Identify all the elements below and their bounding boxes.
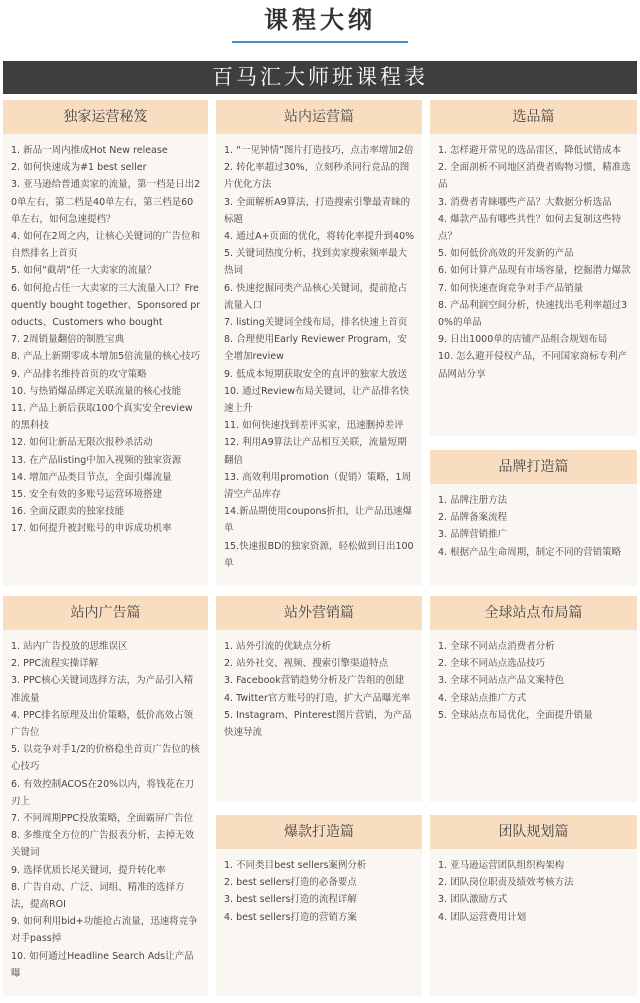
list-item: 6. 如何抢占任一大卖家的三大流量入口？Frequently bought together、Sponsored products、Customers who bought — [11, 282, 201, 329]
list-item: 10. 与热销爆品绑定关联流量的核心技能 — [11, 385, 182, 397]
list-item: 1. 站内广告投放的思维误区 — [11, 641, 128, 652]
list-item: 3. Facebook营销趋势分析及广告组的创建 — [224, 675, 405, 687]
list-item: 2. 如何快速成为#1 best seller — [11, 162, 147, 174]
list-item: 1. “一见钟情”图片打造技巧，点击率增加2倍 — [224, 145, 414, 156]
section-list — [216, 134, 422, 572]
list-item: 5. 关键词热度分析，找到卖家搜索频率最大热词 — [224, 248, 408, 277]
list-item: 8. 广告自动、广泛、词组、精准的选择方法，提高ROI — [11, 881, 185, 911]
list-item: 3. PPC核心关键词选择方法，为产品引入精准流量 — [11, 675, 194, 704]
section-card-offsite — [216, 596, 422, 802]
list-item: 1. 全球不同站点消费者分析 — [438, 641, 555, 652]
list-item: 2. 品牌备案流程 — [438, 512, 508, 524]
section-title: 品牌打造篇 — [430, 450, 637, 484]
list-item: 17. 如何提升被封账号的申诉成功机率 — [11, 523, 172, 535]
list-item: 4. 根据产品生命周期，制定不同的营销策略 — [438, 546, 622, 558]
list-item: 13. 在产品listing中加入视频的独家资源 — [11, 454, 182, 466]
list-item: 5. 全球站点布局优化，全面提升销量 — [438, 709, 593, 721]
course-table-banner: 百马汇大师班课程表 — [3, 61, 637, 94]
list-item: 5. 如何“截胡”任一大卖家的流量？ — [11, 265, 157, 277]
list-item: 3. 亚马逊给普通卖家的流量，第一档是日出20单左右，第二档是40单左右，第三档是60单左右，如何急速提档？ — [11, 179, 201, 225]
list-item: 4. Twitter官方账号的打造，扩大产品曝光率 — [224, 692, 411, 704]
list-item: 2. 站外社交、视频、搜索引擎渠道特点 — [224, 658, 389, 670]
list-item: 6. 快速挖掘同类产品核心关键词，提前抢占流量入口 — [224, 282, 408, 311]
list-item: 8. 产品利润空间分析，快速找出毛利率超过30%的单品 — [438, 299, 628, 329]
list-item: 15. 安全有效的多账号运营环境搭建 — [11, 489, 163, 501]
list-item: 6. 如何计算产品现有市场容量，挖掘潜力爆款 — [438, 265, 631, 277]
list-item: 15.快速报BD的独家资源，轻松做到日出100单 — [224, 540, 414, 569]
title-underline — [232, 41, 408, 43]
section-title: 站内广告篇 — [3, 596, 208, 630]
section-title: 全球站点布局篇 — [430, 596, 637, 630]
list-item: 7. 不同周期PPC投放策略，全面霸屏广告位 — [11, 813, 194, 825]
list-item: 1. 品牌注册方法 — [438, 495, 508, 506]
list-item: 4. 通过A+页面的优化，将转化率提升到40% — [224, 231, 415, 243]
section-card-onsite-ops — [216, 100, 422, 586]
section-list — [430, 484, 637, 561]
section-card-hot — [216, 815, 422, 996]
section-title: 站外营销篇 — [216, 596, 422, 630]
page-title: 课程大纲 — [264, 6, 376, 34]
section-list — [430, 849, 637, 926]
list-item: 4. 如何在2周之内，让核心关键词的广告位和自然排名上首页 — [11, 231, 201, 260]
list-item: 5. 以竞争对手1/2的价格稳坐首页广告位的核心技巧 — [11, 744, 200, 773]
section-list — [3, 630, 208, 982]
list-item: 4. 爆款产品有哪些共性？如何去复制这些特点？ — [438, 213, 622, 243]
list-item: 12. 利用A9算法让产品相互关联，流量短期翻倍 — [224, 437, 407, 466]
section-list — [430, 630, 637, 724]
list-item: 10. 通过Review布局关键词，让产品排名快速上升 — [224, 385, 410, 415]
list-item: 4. best sellers打造的营销方案 — [224, 911, 357, 923]
section-card-onsite-ads — [3, 596, 208, 996]
section-card-global — [430, 596, 637, 802]
list-item: 5. 如何低价高效的开发新的产品 — [438, 248, 574, 260]
list-item: 10. 如何通过Headline Search Ads让产品曝 — [11, 950, 194, 979]
list-item: 10. 怎么避开侵权产品，不同国家商标专利产品网站分享 — [438, 351, 628, 380]
list-item: 3. 团队激励方式 — [438, 894, 508, 906]
section-title: 团队规划篇 — [430, 815, 637, 849]
section-list — [216, 849, 422, 926]
list-item: 3. 全面解析A9算法，打造搜索引擎最青睐的标题 — [224, 196, 411, 225]
list-item: 9. 选择优质长尾关键词，提升转化率 — [11, 864, 166, 876]
list-item: 7. 如何快速查询竞争对手产品销量 — [438, 282, 584, 294]
section-list — [3, 134, 208, 538]
section-card-brand — [430, 450, 637, 586]
list-item: 14. 增加产品类目节点，全面引爆流量 — [11, 471, 172, 483]
section-title: 站内运营篇 — [216, 100, 422, 134]
list-item: 3. 消费者青睐哪些产品？大数据分析选品 — [438, 196, 612, 208]
section-title: 选品篇 — [430, 100, 637, 134]
list-item: 8. 产品上新期零成本增加5倍流量的核心技巧 — [11, 351, 201, 363]
section-list — [430, 134, 637, 383]
list-item: 3. 全球不同站点产品文案特色 — [438, 675, 565, 687]
section-card-exclusive — [3, 100, 208, 586]
list-item: 2. PPC流程实操详解 — [11, 658, 99, 670]
section-card-team — [430, 815, 637, 996]
list-item: 2. 转化率超过30%，立刻秒杀同行竞品的图片优化方法 — [224, 162, 410, 191]
list-item: 11. 产品上新后获取100个真实安全review的黑科技 — [11, 403, 193, 432]
list-item: 11. 如何快速找到差评买家，迅速删掉差评 — [224, 420, 404, 432]
list-item: 9. 如何利用bid+功能抢占流量，迅速将竞争对手pass掉 — [11, 916, 198, 945]
list-item: 1. 怎样避开常见的选品雷区，降低试错成本 — [438, 145, 622, 156]
list-item: 2. 团队岗位职责及绩效考核方法 — [438, 877, 574, 889]
list-item: 4. 团队运营费用计划 — [438, 911, 527, 923]
list-item: 7. listing关键词全线布局，排名快速上首页 — [224, 317, 408, 329]
list-item: 14.新品期使用coupons折扣，让产品迅速爆单 — [224, 506, 412, 535]
section-list — [216, 630, 422, 741]
list-item: 4. PPC排名原理及出价策略，低价高效占领广告位 — [11, 709, 194, 739]
list-item: 13. 高效利用promotion（促销）策略，1周清空产品库存 — [224, 471, 411, 501]
list-item: 3. best sellers打造的流程详解 — [224, 894, 357, 906]
list-item: 7. 2周销量翻倍的制胜宝典 — [11, 334, 125, 346]
list-item: 3. 品牌营销推广 — [438, 529, 508, 541]
list-item: 12. 如何让新品无限次报秒杀活动 — [11, 437, 153, 449]
list-item: 9. 产品排名维持首页的攻守策略 — [11, 368, 147, 380]
section-title: 爆款打造篇 — [216, 815, 422, 849]
list-item: 2. 全面剖析不同地区消费者购物习惯，精准选品 — [438, 162, 631, 191]
list-item: 1. 站外引流的优缺点分析 — [224, 641, 332, 652]
section-card-selection — [430, 100, 637, 436]
list-item: 8. 合理使用Early Reviewer Program，安全增加review — [224, 334, 407, 363]
section-title: 独家运营秘笈 — [3, 100, 208, 134]
list-item: 2. 全球不同站点选品技巧 — [438, 658, 546, 670]
list-item: 1. 新品一周内推成Hot New release — [11, 145, 168, 156]
list-item: 5. Instagram、Pinterest图片营销，为产品快速导流 — [224, 709, 412, 739]
list-item: 9. 日出1000单的店铺产品组合规划布局 — [438, 334, 608, 346]
list-item: 1. 亚马逊运营团队组织构架构 — [438, 860, 565, 871]
list-item: 2. best sellers打造的必备要点 — [224, 877, 357, 889]
list-item: 6. 有效控制ACOS在20%以内，将钱花在刀刃上 — [11, 778, 195, 807]
list-item: 4. 全球站点推广方式 — [438, 692, 527, 704]
list-item: 1. 不同类目best sellers案例分析 — [224, 860, 367, 871]
list-item: 9. 低成本短期获取安全的直评的独家大放送 — [224, 368, 408, 380]
list-item: 16. 全面反跟卖的独家技能 — [11, 506, 125, 518]
list-item: 8. 多维度全方位的广告报表分析，去掉无效关键词 — [11, 830, 195, 859]
